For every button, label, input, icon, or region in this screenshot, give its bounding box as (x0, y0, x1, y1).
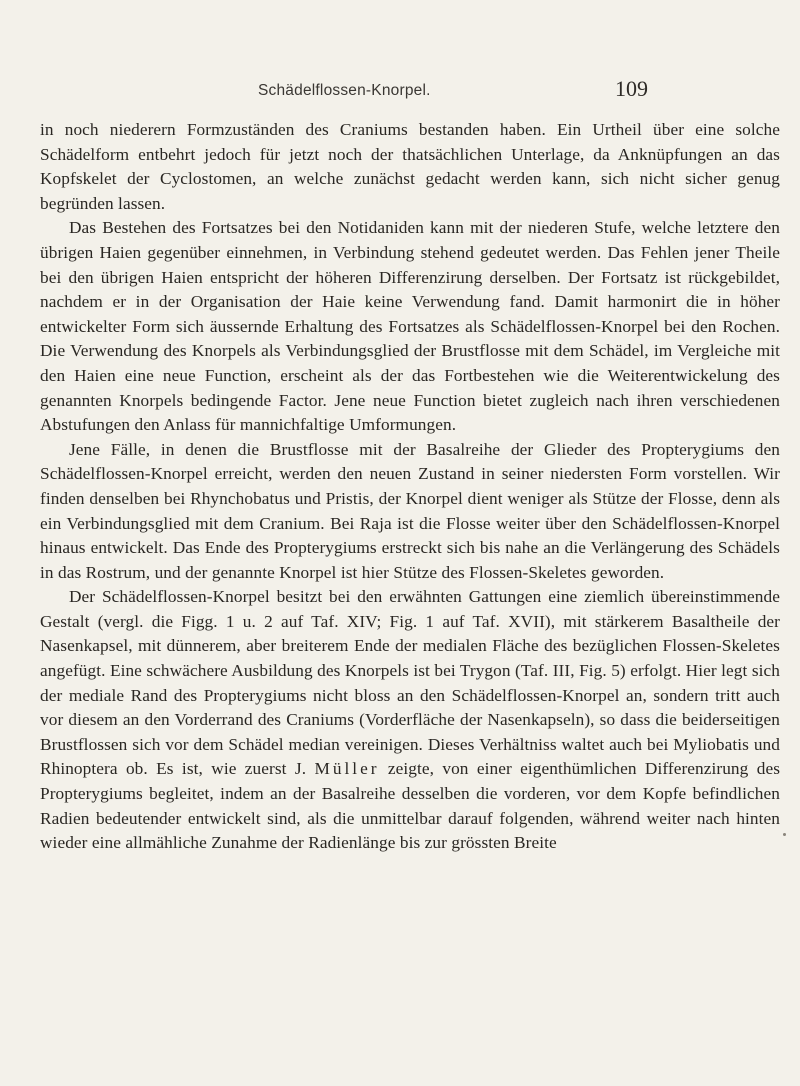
page-number: 109 (615, 76, 648, 101)
body-text (40, 118, 780, 856)
margin-speck (783, 833, 786, 836)
author-name-spaced: Müller (314, 759, 380, 779)
paragraph-4 (40, 585, 780, 856)
paragraph-3: Jene Fälle, in denen die Brustflosse mit der Basalreihe der Glieder des Propterygiums den Schädelflossen-Knorpel erreicht, werden den neuen Zustand in seiner niedersten Form vorstellen. Wir finden denselben bei Rhynchobatus und Pristis, der Knorpel dient weniger als Stütze der Flosse, denn als ein Verbindungsglied mit dem Cranium. Bei Raja ist die Flosse weiter über den Schädelflossen-Knorpel hinaus entwickelt. Das Ende des Propterygiums erstreckt sich bis nahe an die Verlängerung des Schädels in das Rostrum, und der genannte Knorpel ist hier Stütze des Flossen-Skeletes geworden. (40, 439, 780, 582)
paragraph-4-text-before: Der Schädelflossen-Knorpel besitzt bei den erwähnten Gattungen eine ziemlich übereinstimmende Gestalt (vergl. die Figg. 1 u. 2 auf Taf. XIV; Fig. 1 auf Taf. XVII), mit stärkerem Basaltheile der Nasenkapsel, mit dünnerem, aber breiterem Ende der medialen Fläche des bezüglichen Flossen-Skeletes angefügt. Eine schwächere Ausbildung des Knorpels ist bei Trygon (Taf. III, Fig. 5) erfolgt. Hier legt sich der mediale Rand des Propterygiums nicht bloss an den Schädelflossen-Knorpel an, sondern tritt auch vor diesem an den Vorderrand des Craniums (Vorderfläche der Nasenkapseln), so dass die beiderseitigen Brustflossen sich vor dem Schädel median vereinigen. Dieses Verhältniss waltet auch bei Myliobatis und Rhinoptera ob. Es ist, wie zuerst J. (40, 587, 780, 779)
running-head-title: Schädelflossen-Knorpel. (258, 82, 431, 99)
paragraph-1: in noch niederern Formzuständen des Craniums bestanden haben. Ein Urtheil über eine solche Schädelform entbehrt jedoch für jetzt noch der thatsächlichen Unterlage, da Anknüpfungen an das Kopfskelet der Cyclostomen, an welche zunächst gedacht werden kann, sich nicht sicher genug begründen lassen. (40, 120, 780, 213)
paragraph-2: Das Bestehen des Fortsatzes bei den Notidaniden kann mit der niederen Stufe, welche letztere den übrigen Haien gegenüber einnehmen, in Verbindung stehend gedeutet werden. Das Fehlen jener Theile bei den übrigen Haien entspricht der höheren Differenzirung derselben. Der Fortsatz ist rückgebildet, nachdem er in der Organisation der Haie keine Verwendung fand. Damit harmonirt die in höher entwickelter Form sich äussernde Erhaltung des Fortsatzes als Schädelflossen-Knorpel bei den Rochen. Die Verwendung des Knorpels als Verbindungsglied der Brustflosse mit dem Schädel, im Vergleiche mit den Haien eine neue Function, erscheint als der das Fortbestehen wie die Weiterentwickelung des genannten Knorpels bedingende Factor. Jene neue Function bietet zugleich nach ihren verschiedenen Abstufungen den Anlass für mannichfaltige Umformungen. (40, 218, 780, 435)
paragraph-4-text-after: zeigte, von einer eigenthümlichen Differenzirung des Propterygiums begleitet, indem an der Basalreihe desselben die vorderen, vor dem Kopfe befindlichen Radien bedeutender entwickelt sind, als die unmittelbar darauf folgenden, während weiter nach hinten wieder eine allmähliche Zunahme der Radienlänge bis zur grössten Breite (40, 759, 781, 853)
running-head (0, 76, 800, 106)
